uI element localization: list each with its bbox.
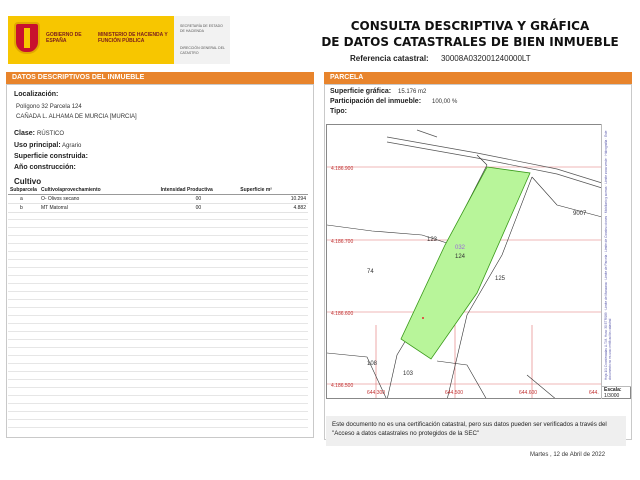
map-scale (601, 386, 631, 399)
cadastral-reference (350, 54, 620, 63)
parcel-label: 124 (455, 254, 466, 260)
table-cell: 4.882 (238, 204, 308, 213)
parcel-marker (422, 317, 424, 319)
map-legend (601, 124, 631, 386)
localizacion-line-2: CAÑADA L. ALHAMA DE MURCIA [MURCIA] (16, 114, 137, 120)
uso-label: Uso principal: (14, 142, 61, 149)
participacion-value: 100,00 % (432, 99, 458, 105)
legend-text: Hoja 1/1 Coordenadas U.T.M. Huso 30 ETRS89 · Límite de Manzana · Límite de Parcela · Límite de Construcciones · Mobiliario y aceras · Límite zona verde · Hidrografía · Este documento no es una certificación catastral (604, 130, 612, 380)
clase-value: RÚSTICO (37, 131, 64, 137)
coord-y-label: 4.186.500 (331, 383, 354, 389)
coord-y-label: 4.186.900 (331, 166, 354, 172)
cultivo-table (8, 186, 308, 213)
parcel-label: 108 (367, 361, 378, 367)
table-cell: 00 (159, 204, 239, 213)
participacion-label: Participación del inmueble: (330, 98, 422, 105)
coord-y-label: 4.186.600 (331, 311, 354, 317)
government-logo-band (8, 16, 174, 64)
government-logo-block (8, 16, 230, 64)
cadastral-map[interactable] (326, 124, 631, 399)
superficie-grafica-value: 15.176 m2 (398, 89, 427, 95)
localizacion-line-1: Polígono 32 Parcela 124 (16, 104, 82, 110)
logo-direccion: DIRECCIÓN GENERAL DEL CATASTRO (180, 46, 225, 55)
table-cell: O- Olivos secano (39, 195, 159, 204)
coord-y-label: 4.186.700 (331, 239, 354, 245)
table-row (8, 195, 308, 204)
parcel-label: 123 (427, 237, 438, 243)
col-cultivo: Cultivo/aprovechamiento (39, 186, 159, 195)
title-line-1: CONSULTA DESCRIPTIVA Y GRÁFICA (350, 19, 590, 33)
table-cell: 10.294 (238, 195, 308, 204)
page-title (320, 18, 620, 50)
superficie-grafica-label: Superficie gráfica: (330, 88, 392, 95)
parcel-label: 74 (367, 269, 374, 275)
cultivo-title: Cultivo (14, 177, 42, 186)
escala-label: Escala: (604, 387, 622, 393)
superficie-construida-label: Superficie construida: (14, 153, 88, 160)
coord-x-label: 644.500 (445, 390, 464, 396)
table-cell: 00 (159, 195, 239, 204)
coord-x-label: 644.300 (367, 390, 386, 396)
table-cell: MT Matorral (39, 204, 159, 213)
disclaimer-notice: Este documento no es una certificación catastral, pero sus datos pueden ser verificados a través del "Acceso a datos catastrales no protegidos de la SEC" (326, 416, 626, 446)
coord-x-label: 644.600 (519, 390, 538, 396)
title-line-2: DE DATOS CATASTRALES DE BIEN INMUEBLE (321, 35, 619, 49)
coat-of-arms-icon (14, 22, 40, 54)
parcel-124-shape[interactable] (401, 167, 530, 359)
escala-value: 1/3000 (604, 393, 620, 399)
localizacion-label: Localización: (14, 91, 59, 98)
map-svg (327, 125, 631, 399)
parcel-label: 125 (495, 276, 506, 282)
section-header-datos: DATOS DESCRIPTIVOS DEL INMUEBLE (6, 72, 314, 84)
parcel-label: 9007 (573, 211, 587, 217)
section-header-parcela: PARCELA (324, 72, 632, 84)
uso-value: Agrario (62, 143, 82, 149)
table-cell: a (8, 195, 39, 204)
logo-ministerio: MINISTERIO DE HACIENDA Y FUNCIÓN PÚBLICA (98, 32, 168, 44)
ref-label: Referencia catastral: (350, 54, 429, 63)
col-superficie: Superficie m² (238, 186, 308, 195)
col-subparcela: Subparcela (10, 187, 37, 193)
empty-table-rows (8, 212, 308, 434)
subparcel-label: 032 (455, 245, 466, 251)
logo-gobierno: GOBIERNO DE ESPAÑA (46, 32, 82, 44)
anio-construccion-label: Año construcción: (14, 164, 76, 171)
ref-value: 30008A032001240000LT (440, 54, 531, 63)
clase-label: Clase: (14, 130, 36, 137)
table-header-row (8, 186, 308, 195)
coord-x-label: 644. (589, 390, 599, 396)
col-intensidad: Intensidad Productiva (159, 186, 239, 195)
document-date: Martes , 12 de Abril de 2022 (530, 452, 606, 458)
table-cell: b (8, 204, 39, 213)
parcel-label: 103 (403, 371, 414, 377)
logo-secretaria: SECRETARÍA DE ESTADO DE HACIENDA (180, 24, 223, 33)
tipo-label: Tipo: (330, 108, 347, 115)
